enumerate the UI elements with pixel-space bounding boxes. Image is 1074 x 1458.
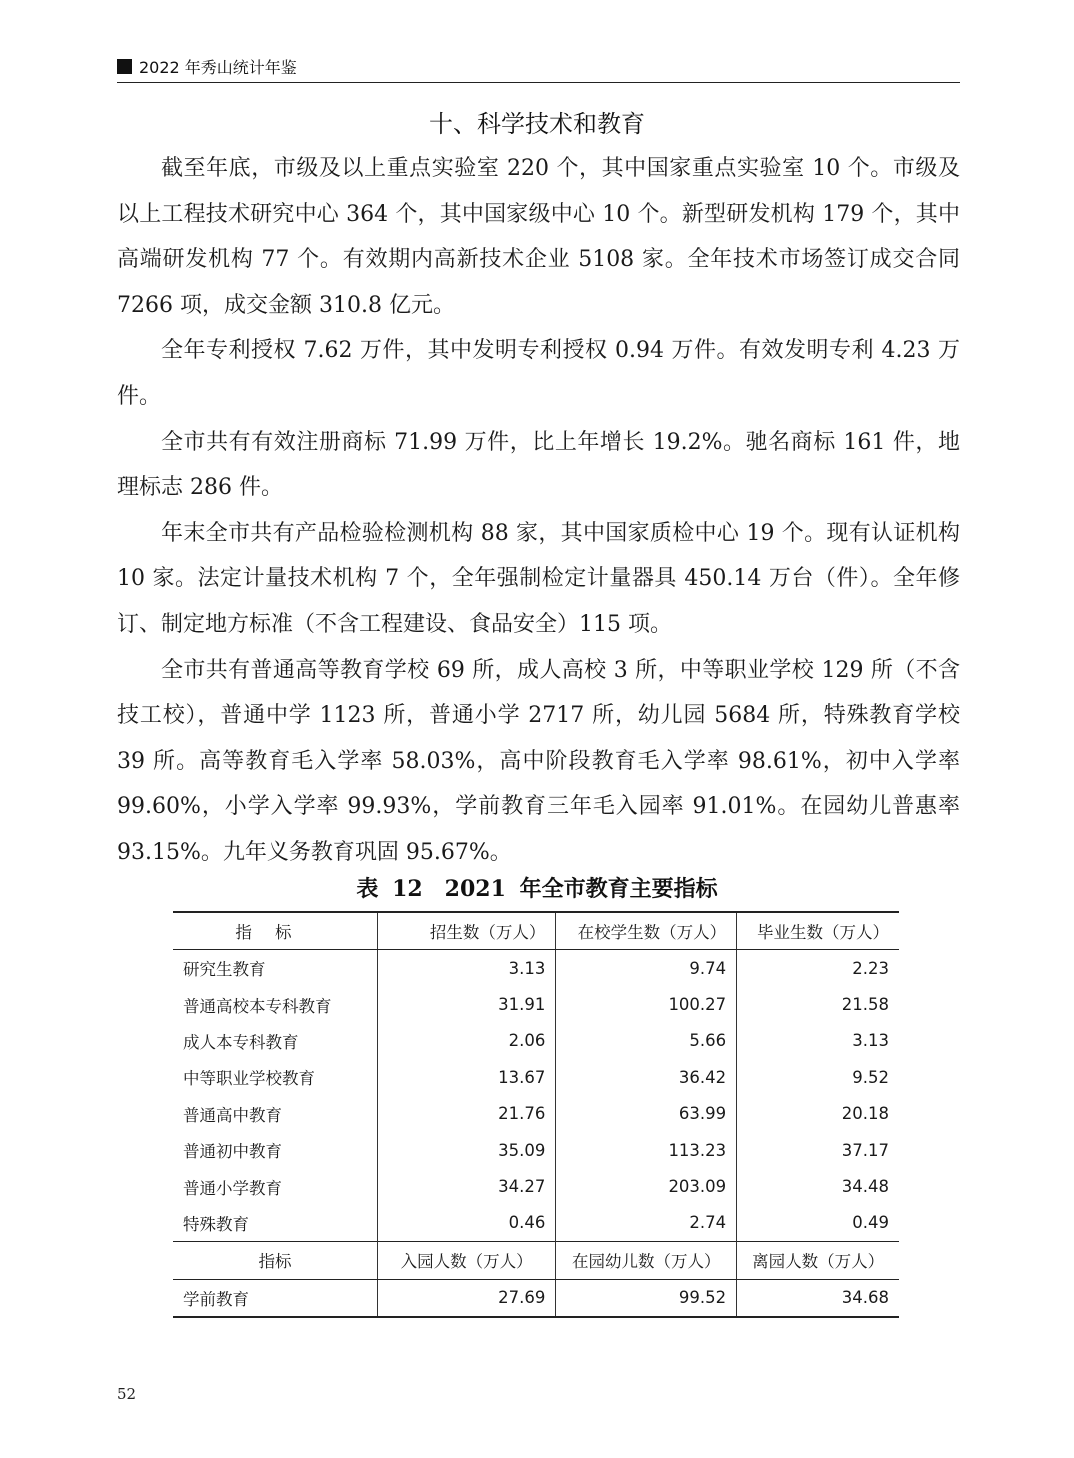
section-title: 十、科学技术和教育 xyxy=(429,110,645,138)
header-students: 在校学生数（万人） xyxy=(556,912,737,950)
header-indicator: 指标 xyxy=(173,1242,377,1279)
education-indicators-table xyxy=(173,911,899,1318)
header-indicator: 指标 xyxy=(173,912,377,950)
cell-value: 3.13 xyxy=(377,950,555,987)
cell-value: 113.23 xyxy=(556,1132,737,1168)
table-row xyxy=(173,986,899,1022)
table-row xyxy=(173,1168,899,1204)
cell-value: 100.27 xyxy=(556,986,737,1022)
table-row xyxy=(173,950,899,987)
paragraph-research: 截至年底，市级及以上重点实验室 220 个，其中国家重点实验室 10 个。市级及以上工程技术研究中心 364 个，其中国家级中心 10 个。新型研发机构 179 个，其中高端研发机构 77 个。有效期内高新技术企业 5108 家。全年技术市场签订成交合同 7266 项，成交金额 310.8 亿元。 xyxy=(117,156,960,318)
running-header xyxy=(117,56,960,83)
table-row xyxy=(173,1132,899,1168)
cell-value: 5.66 xyxy=(556,1023,737,1059)
table-row xyxy=(173,1059,899,1095)
row-label: 普通高中教育 xyxy=(183,1105,282,1125)
row-label: 学前教育 xyxy=(173,1279,377,1317)
cell-value: 99.52 xyxy=(556,1279,737,1317)
preschool-header-row xyxy=(173,1242,899,1279)
cell-value: 203.09 xyxy=(556,1168,737,1204)
table-title: 表 12 2021 年全市教育主要指标 xyxy=(356,876,718,902)
paragraph-education: 全市共有普通高等教育学校 69 所，成人高校 3 所，中等职业学校 129 所（不含技工校），普通中学 1123 所，普通小学 2717 所，幼儿园 5684 所，特殊教育学校 39 所。高等教育毛入学率 58.03%，高中阶段教育毛入学率 98.61%，初中入学率 99.60%，小学入学率 99.93%，学前教育三年毛入园率 91.01%。在园幼儿普惠率 93.15%。九年义务教育巩固 95.67%。 xyxy=(117,657,960,865)
paragraph-trademarks: 全市共有有效注册商标 71.99 万件，比上年增长 19.2%。驰名商标 161 件，地理标志 286 件。 xyxy=(117,429,960,501)
cell-value: 13.67 xyxy=(377,1059,555,1095)
cell-value: 63.99 xyxy=(556,1096,737,1132)
paragraph-patents: 全年专利授权 7.62 万件，其中发明专利授权 0.94 万件。有效发明专利 4.23 万件。 xyxy=(117,338,960,409)
table-header-row xyxy=(173,912,899,950)
body-text xyxy=(117,146,960,876)
header-graduates: 毕业生数（万人） xyxy=(737,912,899,950)
cell-value: 36.42 xyxy=(556,1059,737,1095)
header-enrollment: 招生数（万人） xyxy=(377,912,555,950)
header-departures: 离园人数（万人） xyxy=(737,1242,899,1279)
cell-value: 37.17 xyxy=(737,1132,899,1168)
cell-value: 35.09 xyxy=(377,1132,555,1168)
row-label: 特殊教育 xyxy=(183,1214,249,1234)
cell-value: 34.68 xyxy=(737,1279,899,1317)
cell-value: 21.76 xyxy=(377,1096,555,1132)
header-admissions: 入园人数（万人） xyxy=(377,1242,555,1279)
row-label: 成人本专科教育 xyxy=(183,1032,299,1052)
row-label: 普通小学教育 xyxy=(183,1178,282,1198)
cell-value: 2.23 xyxy=(737,950,899,987)
cell-value: 27.69 xyxy=(377,1279,555,1317)
table-row xyxy=(173,1096,899,1132)
row-label: 研究生教育 xyxy=(183,960,266,980)
cell-value: 20.18 xyxy=(737,1096,899,1132)
cell-value: 34.48 xyxy=(737,1168,899,1204)
table-row xyxy=(173,1279,899,1317)
row-label: 普通初中教育 xyxy=(183,1142,282,1162)
cell-value: 34.27 xyxy=(377,1168,555,1204)
cell-value: 2.06 xyxy=(377,1023,555,1059)
header-square-marker xyxy=(117,59,132,74)
table-row xyxy=(173,1023,899,1059)
cell-value: 3.13 xyxy=(737,1023,899,1059)
cell-value: 0.46 xyxy=(377,1205,555,1242)
page-number: 52 xyxy=(117,1385,137,1403)
cell-value: 9.74 xyxy=(556,950,737,987)
row-label: 普通高校本专科教育 xyxy=(183,996,332,1016)
header-children-enrolled: 在园幼儿数（万人） xyxy=(556,1242,737,1279)
cell-value: 0.49 xyxy=(737,1205,899,1242)
row-label: 中等职业学校教育 xyxy=(183,1069,315,1089)
cell-value: 21.58 xyxy=(737,986,899,1022)
header-title: 2022 年秀山统计年鉴 xyxy=(139,58,297,77)
cell-value: 31.91 xyxy=(377,986,555,1022)
table-row xyxy=(173,1205,899,1242)
paragraph-inspection: 年末全市共有产品检验检测机构 88 家，其中国家质检中心 19 个。现有认证机构 10 家。法定计量技术机构 7 个，全年强制检定计量器具 450.14 万台（件）。全年修订、制定地方标准（不含工程建设、食品安全）115 项。 xyxy=(117,520,960,637)
cell-value: 2.74 xyxy=(556,1205,737,1242)
cell-value: 9.52 xyxy=(737,1059,899,1095)
